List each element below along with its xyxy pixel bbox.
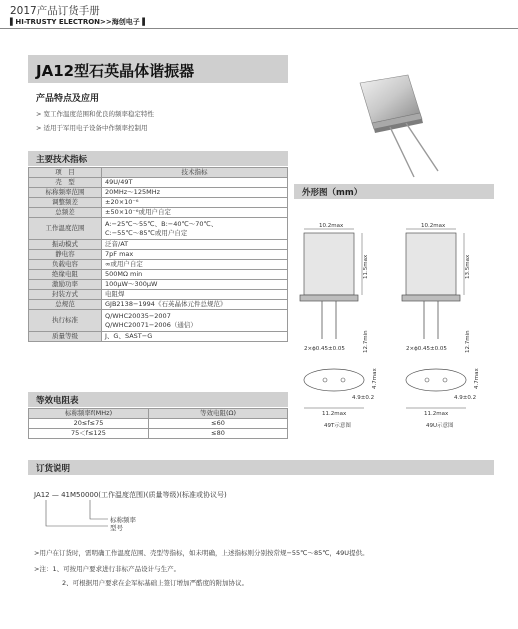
spec-label: 总频差 bbox=[29, 208, 102, 218]
dim-height-left: 11.5max bbox=[363, 254, 369, 279]
table-row bbox=[29, 419, 288, 429]
table-row bbox=[29, 429, 288, 439]
spec-value: 电阻焊 bbox=[102, 290, 288, 300]
column-header: 技术指标 bbox=[102, 168, 288, 178]
dim-pin-right: 2×ϕ0.45±0.05 bbox=[406, 346, 447, 352]
spec-value: 20MHz～125MHz bbox=[102, 188, 288, 198]
table-row bbox=[29, 208, 288, 218]
dim-pitch-right: 4.9±0.2 bbox=[454, 395, 477, 401]
spec-label: 标称频率范围 bbox=[29, 188, 102, 198]
caption-49t: 49T示意图 bbox=[324, 423, 351, 429]
spec-value: 500MΩ min bbox=[102, 270, 288, 280]
spec-value bbox=[102, 310, 288, 332]
table-row bbox=[29, 250, 288, 260]
esr-res: ≤80 bbox=[149, 429, 288, 439]
table-row bbox=[29, 188, 288, 198]
feature-item: > 适用于军用电子设备中作频率控制用 bbox=[36, 124, 148, 132]
dim-base-right: 11.2max bbox=[424, 411, 449, 417]
table-row bbox=[29, 240, 288, 250]
order-section-title: 订货说明 bbox=[36, 464, 71, 474]
specs-section-title: 主要技术指标 bbox=[36, 155, 88, 165]
spec-value: 7pF max bbox=[102, 250, 288, 260]
spec-value-line: Q/WHC20035−2007 bbox=[105, 311, 171, 320]
table-row bbox=[29, 260, 288, 270]
order-label-freq: 标称频率 bbox=[110, 516, 136, 524]
dim-width-left: 10.2max bbox=[319, 223, 344, 229]
spec-value-line: A:−25℃～55℃、B:−40℃～70℃、 bbox=[105, 219, 218, 228]
esr-section-title: 等效电阻表 bbox=[36, 396, 79, 406]
specs-table bbox=[28, 167, 288, 342]
esr-freq: 75＜f≤125 bbox=[29, 429, 149, 439]
spec-label: 执行标准 bbox=[29, 310, 102, 332]
dim-height-right: 13.5max bbox=[465, 254, 471, 279]
order-note: >用户在订货时，需明确工作温度范围、壳型等指标，如未明确，上述指标则分别按常规−55℃～85℃，49U提供。 bbox=[34, 549, 369, 557]
table-row bbox=[29, 310, 288, 332]
outline-section-title: 外形图（mm） bbox=[302, 188, 363, 198]
spec-label: 封装方式 bbox=[29, 290, 102, 300]
spec-label: 振动模式 bbox=[29, 240, 102, 250]
column-header: 项 目 bbox=[29, 168, 102, 178]
spec-label: 总规范 bbox=[29, 300, 102, 310]
esr-section-bar bbox=[28, 392, 288, 407]
spec-value: GJB2138−1994《石英晶体元件总规范》 bbox=[102, 300, 288, 310]
dim-pin-left: 2×ϕ0.45±0.05 bbox=[304, 346, 345, 352]
spec-value: 49U/49T bbox=[102, 178, 288, 188]
esr-freq: 20≤f≤75 bbox=[29, 419, 149, 429]
column-header: 等效电阻(Ω) bbox=[149, 409, 288, 419]
spec-label: 静电容 bbox=[29, 250, 102, 260]
spec-value-line: C:−55℃～85℃或用户自定 bbox=[105, 228, 188, 237]
product-title-box bbox=[28, 55, 288, 83]
dim-thick-right: 4.7max bbox=[474, 368, 480, 389]
table-row bbox=[29, 168, 288, 178]
crystal-product-image bbox=[350, 73, 470, 185]
order-note: 2、可根据用户要求在企军标基础上签订增加严酷度的附加协议。 bbox=[62, 579, 249, 587]
header-divider bbox=[0, 28, 518, 29]
outline-49t bbox=[300, 223, 378, 429]
table-row bbox=[29, 218, 288, 240]
order-code: JA12 — 41M50000(工作温度范围)(质量等级)(标准或协议号) bbox=[34, 491, 227, 499]
dim-pitch-left: 4.9±0.2 bbox=[352, 395, 375, 401]
feature-item: > 宽工作温度范围和优良的频率稳定特性 bbox=[36, 110, 155, 118]
features-title: 产品特点及应用 bbox=[36, 94, 100, 104]
esr-table bbox=[28, 408, 288, 439]
table-row bbox=[29, 280, 288, 290]
dim-lead-right: 12.7min bbox=[465, 330, 471, 353]
dim-base-left: 11.2max bbox=[322, 411, 347, 417]
spec-value: ±50×10⁻⁶或用户自定 bbox=[102, 208, 288, 218]
table-row bbox=[29, 198, 288, 208]
spec-label: 绝缘电阻 bbox=[29, 270, 102, 280]
specs-section-bar bbox=[28, 151, 288, 166]
spec-value-line: Q/WHC20071−2006（通信） bbox=[105, 320, 197, 329]
esr-res: ≤60 bbox=[149, 419, 288, 429]
spec-value: ±20×10⁻⁶ bbox=[102, 198, 288, 208]
outline-section-bar bbox=[294, 184, 494, 199]
spec-label: 负载电容 bbox=[29, 260, 102, 270]
dim-thick-left: 4.7max bbox=[372, 368, 378, 389]
order-code-leader bbox=[34, 499, 114, 529]
caption-49u: 49U示意图 bbox=[426, 423, 454, 429]
spec-label: 工作温度范围 bbox=[29, 218, 102, 240]
spec-label: 调整频差 bbox=[29, 198, 102, 208]
dim-lead-left: 12.7min bbox=[363, 330, 369, 353]
spec-value: J、G、SAST−G bbox=[102, 332, 288, 342]
table-row bbox=[29, 290, 288, 300]
table-row bbox=[29, 270, 288, 280]
spec-value: ∞或用户自定 bbox=[102, 260, 288, 270]
dim-width-right: 10.2max bbox=[421, 223, 446, 229]
catalog-title: 2017产品订货手册 bbox=[10, 5, 100, 17]
spec-label: 壳 型 bbox=[29, 178, 102, 188]
spec-value: 100μW～300μW bbox=[102, 280, 288, 290]
outline-drawing bbox=[294, 205, 504, 435]
spec-label: 激励功率 bbox=[29, 280, 102, 290]
spec-value bbox=[102, 218, 288, 240]
order-section-bar bbox=[28, 460, 494, 475]
order-note: >注：1、可按用户要求进行非标产品设计与生产。 bbox=[34, 565, 181, 573]
table-row bbox=[29, 300, 288, 310]
spec-label: 质量等级 bbox=[29, 332, 102, 342]
brand-subtitle: ▌HI-TRUSTY ELECTRON>>海创电子 ▌ bbox=[10, 18, 148, 26]
outline-49u bbox=[402, 223, 480, 429]
table-row bbox=[29, 409, 288, 419]
table-row bbox=[29, 332, 288, 342]
product-title: JA12型石英晶体谐振器 bbox=[36, 62, 195, 80]
table-row bbox=[29, 178, 288, 188]
spec-value: 泛音/AT bbox=[102, 240, 288, 250]
order-label-model: 型号 bbox=[110, 524, 123, 532]
column-header: 标称频率f(MHz) bbox=[29, 409, 149, 419]
